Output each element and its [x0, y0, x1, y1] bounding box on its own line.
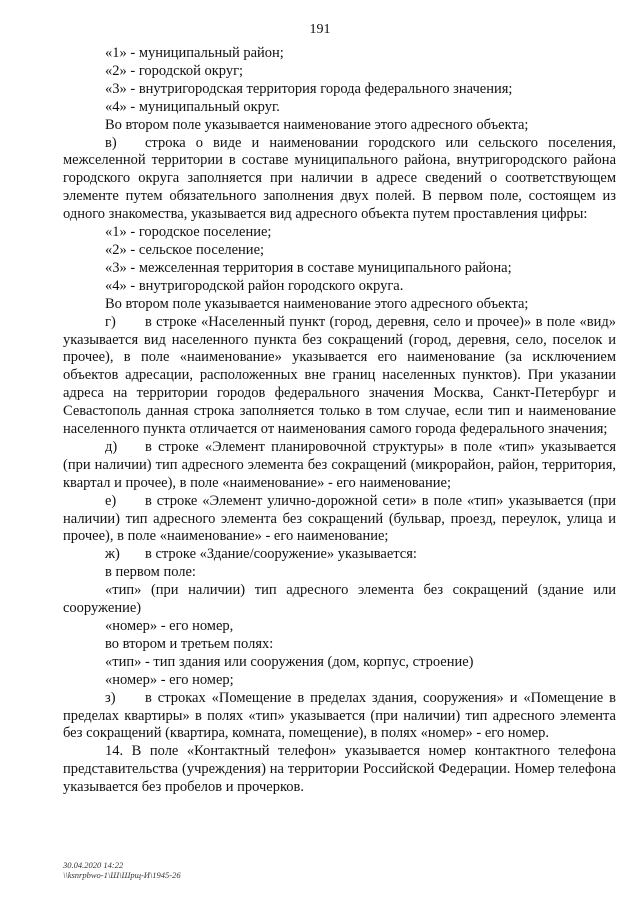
paragraph-text: в строке «Элемент улично-дорожной сети» в поле «тип» указывается (при наличии) тип адресного элемента без сокращений (бульвар, проезд, переулок, улица и прочее), в поле «наименование» - его наименование;: [63, 492, 616, 545]
footer-file: \\ksnrpbwo-1\Ш\Шрщ-И\1945-26: [63, 870, 181, 880]
paragraph-text: строка о виде и наименовании городского или сельского поселения, межселенной территории в составе муниципального района, внутригородского района городского округа заполняется при наличии в адресе сведений о соответствующем элементе путем обязательного заполнения двух полей. В первом поле, состоящем из одного знакомества, указывается вид адресного объекта путем проставления цифры:: [63, 134, 616, 223]
paragraph-text: «1» - городское поселение;: [105, 224, 272, 241]
paragraph-text: во втором и третьем полях:: [105, 635, 274, 652]
list-item-paragraph: [63, 690, 616, 744]
paragraph-text: Во втором поле указывается наименование этого адресного объекта;: [105, 295, 529, 312]
paragraph-text: «4» - внутригородской район городского округа.: [105, 277, 404, 294]
paragraph-text: в строках «Помещение в пределах здания, сооружения» и «Помещение в пределах квартиры» в полях «тип» указывается (при наличии) тип адресного элемента без сокращений (квартира, комната, помещение), в полях «номер» - его номер.: [63, 689, 616, 742]
paragraph: [63, 582, 616, 618]
paragraph-text: в строке «Элемент планировочной структуры» в поле «тип» указывается (при наличии) тип адресного элемента без сокращений (микрорайон, район, территория, квартал и прочее), в поле «наименование» - его наименование;: [63, 438, 616, 491]
list-item-paragraph: [63, 546, 616, 564]
item-label: е): [105, 492, 117, 509]
item-label: в): [105, 134, 117, 151]
paragraph-text: «2» - сельское поселение;: [105, 241, 265, 258]
list-item-paragraph: [63, 493, 616, 547]
paragraph-text: Во втором поле указывается наименование этого адресного объекта;: [105, 116, 529, 133]
paragraph-text: «1» - муниципальный район;: [105, 45, 284, 61]
paragraph-text: «номер» - его номер;: [105, 671, 234, 688]
paragraph-text: «4» - муниципальный округ.: [105, 98, 280, 115]
paragraph-text: в первом поле:: [105, 564, 196, 581]
paragraph-text: «2» - городской округ;: [105, 62, 244, 79]
document-body: [63, 45, 616, 797]
item-label: г): [105, 313, 116, 330]
list-item-paragraph: [63, 314, 616, 439]
paragraph: [63, 224, 616, 242]
paragraph-text: в строке «Здание/сооружение» указывается:: [145, 546, 417, 563]
item-label: з): [105, 689, 116, 706]
footer-stamp: [63, 860, 181, 880]
paragraph: [63, 654, 616, 672]
paragraph-text: «3» - межселенная территория в составе муниципального района;: [105, 259, 512, 276]
page-number: 191: [309, 22, 331, 37]
paragraph: [63, 743, 616, 797]
paragraph: [63, 672, 616, 690]
paragraph: [63, 117, 616, 135]
paragraph-text: «3» - внутригородская территория города федерального значения;: [105, 80, 513, 97]
paragraph: [63, 63, 616, 81]
paragraph-text: 14. В поле «Контактный телефон» указывается номер контактного телефона представительства (учреждения) на территории Российской Федерации. Номер телефона указывается без пробелов и прочерков.: [63, 743, 616, 796]
paragraph: [63, 99, 616, 117]
paragraph: [63, 81, 616, 99]
item-label: д): [105, 438, 118, 455]
item-label: ж): [105, 546, 120, 563]
footer-date: 30.04.2020 14:22: [63, 860, 124, 870]
paragraph-text: «номер» - его номер,: [105, 618, 234, 634]
list-item-paragraph: [63, 135, 616, 225]
paragraph-text: «тип» (при наличии) тип адресного элемента без сокращений (здание или сооружение): [63, 582, 616, 617]
paragraph: [63, 45, 616, 63]
paragraph: [63, 242, 616, 260]
paragraph-text: «тип» - тип здания или сооружения (дом, корпус, строение): [105, 653, 474, 670]
paragraph: [63, 618, 616, 636]
paragraph-text: в строке «Населенный пункт (город, деревня, село и прочее)» в поле «вид» указывается вид населенного пункта без сокращений (город, деревня, село, поселок и прочее), в поле «наименование» указывается его наименование (за исключением объектов адресации, расположенных вне границ населенных пунктов). При указании адреса на территории городов федерального значения Москва, Санкт-Петербург и Севастополь данная строка заполняется только в том случае, если тип и наименование населенного пункта отличается от наименования самого города федерального значения;: [63, 313, 616, 438]
paragraph: [63, 278, 616, 296]
list-item-paragraph: [63, 439, 616, 493]
paragraph: [63, 296, 616, 314]
paragraph: [63, 260, 616, 278]
paragraph: [63, 564, 616, 582]
paragraph: [63, 636, 616, 654]
